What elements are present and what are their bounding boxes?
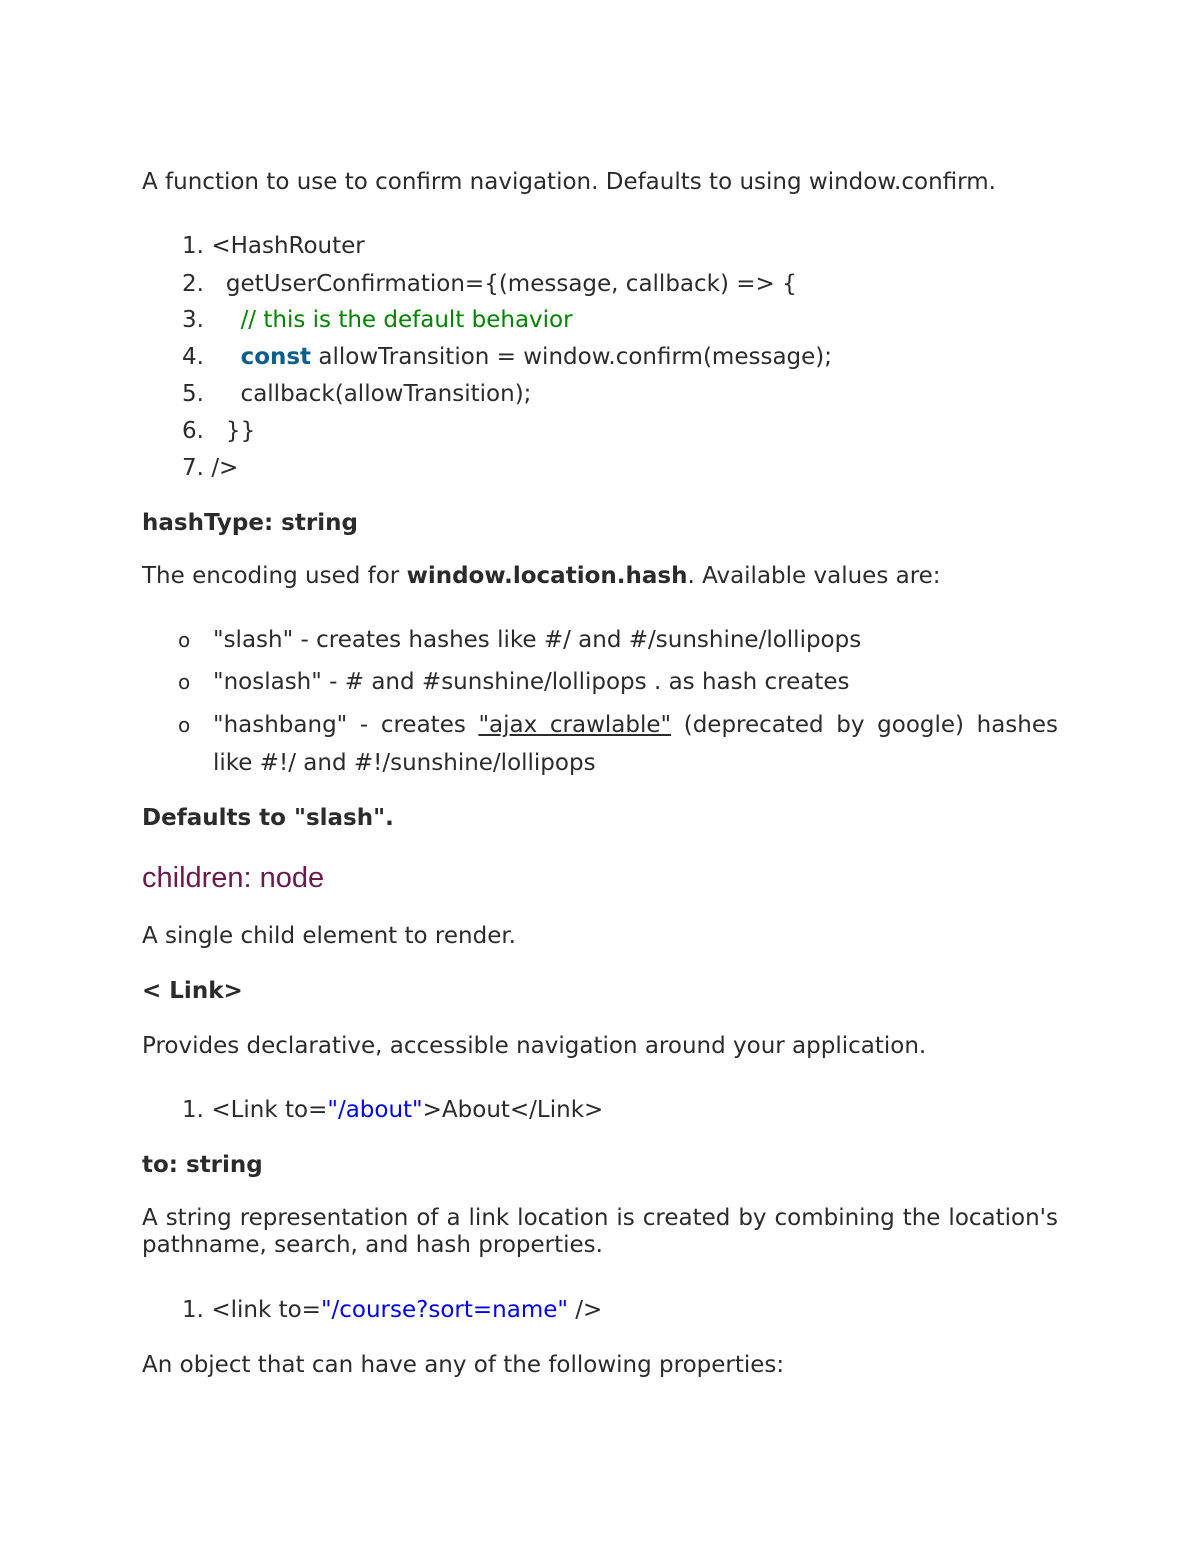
code-string: "/about" bbox=[327, 1097, 423, 1123]
code-text: allowTransition = window.confirm(message); bbox=[311, 344, 833, 370]
code-keyword: const bbox=[240, 344, 312, 370]
code-text: <Link to= bbox=[211, 1097, 328, 1123]
list-item-text: "slash" - creates hashes like #/ and #/sunshine/lollipops bbox=[213, 627, 862, 653]
encoding-text: . Available values are: bbox=[687, 563, 941, 589]
code-line bbox=[142, 231, 365, 261]
ajax-crawlable-link[interactable]: "ajax crawlable" bbox=[478, 712, 672, 738]
line-number: 4. bbox=[182, 344, 204, 370]
bullet-icon: o bbox=[178, 628, 191, 652]
code-text: getUserConfirmation={(message, callback) => { bbox=[211, 271, 797, 297]
line-number: 2. bbox=[182, 271, 204, 297]
list-item bbox=[142, 625, 1058, 663]
list-item-text bbox=[213, 706, 1058, 782]
list-item bbox=[142, 710, 1058, 786]
to-heading: to: string bbox=[142, 1152, 263, 1178]
line-number: 7. bbox=[182, 455, 204, 481]
link-heading: < Link> bbox=[142, 978, 243, 1004]
code-text: >About</Link> bbox=[422, 1097, 604, 1123]
defaults-note: Defaults to "slash". bbox=[142, 805, 394, 831]
code-text: /> bbox=[567, 1297, 603, 1323]
list-item bbox=[142, 667, 1058, 705]
code-line bbox=[142, 453, 238, 483]
line-number: 1. bbox=[182, 1297, 204, 1323]
line-number: 5. bbox=[182, 381, 204, 407]
bullet-icon: o bbox=[178, 670, 191, 694]
children-heading: children: node bbox=[142, 862, 325, 894]
list-item-text: "noslash" - # and #sunshine/lollipops . as hash creates bbox=[213, 669, 850, 695]
code-line bbox=[142, 416, 255, 446]
object-description: An object that can have any of the following properties: bbox=[142, 1352, 785, 1378]
hashbang-text: (deprecated by google) hashes like #!/ and #!/sunshine/lollipops bbox=[213, 712, 1058, 776]
code-text: }} bbox=[211, 418, 256, 444]
code-indent bbox=[211, 307, 240, 333]
code-text: <HashRouter bbox=[211, 233, 365, 259]
encoding-bold: window.location.hash bbox=[406, 563, 688, 589]
code-line bbox=[142, 269, 797, 299]
encoding-paragraph bbox=[142, 561, 941, 591]
code-line bbox=[142, 1095, 603, 1125]
hashbang-text: "hashbang" - creates bbox=[213, 712, 479, 738]
code-indent bbox=[211, 344, 240, 370]
hashtype-heading: hashType: string bbox=[142, 510, 358, 536]
intro-paragraph: A function to use to confirm navigation. Defaults to using window.confirm. bbox=[142, 169, 996, 195]
code-string: "/course?sort=name" bbox=[320, 1297, 568, 1323]
code-line bbox=[142, 379, 531, 409]
code-line bbox=[142, 1295, 602, 1325]
line-number: 3. bbox=[182, 307, 204, 333]
line-number: 1. bbox=[182, 1097, 204, 1123]
link-description: Provides declarative, accessible navigation around your application. bbox=[142, 1033, 927, 1059]
code-text: <link to= bbox=[211, 1297, 321, 1323]
code-text: /> bbox=[211, 455, 239, 481]
to-description: A string representation of a link location is created by combining the location's pathname, search, and hash properties. bbox=[142, 1205, 1058, 1258]
children-description: A single child element to render. bbox=[142, 923, 516, 949]
line-number: 1. bbox=[182, 233, 204, 259]
code-line bbox=[142, 305, 573, 335]
bullet-icon: o bbox=[178, 713, 191, 737]
code-line bbox=[142, 342, 832, 372]
code-text: callback(allowTransition); bbox=[211, 381, 532, 407]
line-number: 6. bbox=[182, 418, 204, 444]
encoding-text: The encoding used for bbox=[142, 563, 407, 589]
code-comment: // this is the default behavior bbox=[240, 307, 573, 333]
